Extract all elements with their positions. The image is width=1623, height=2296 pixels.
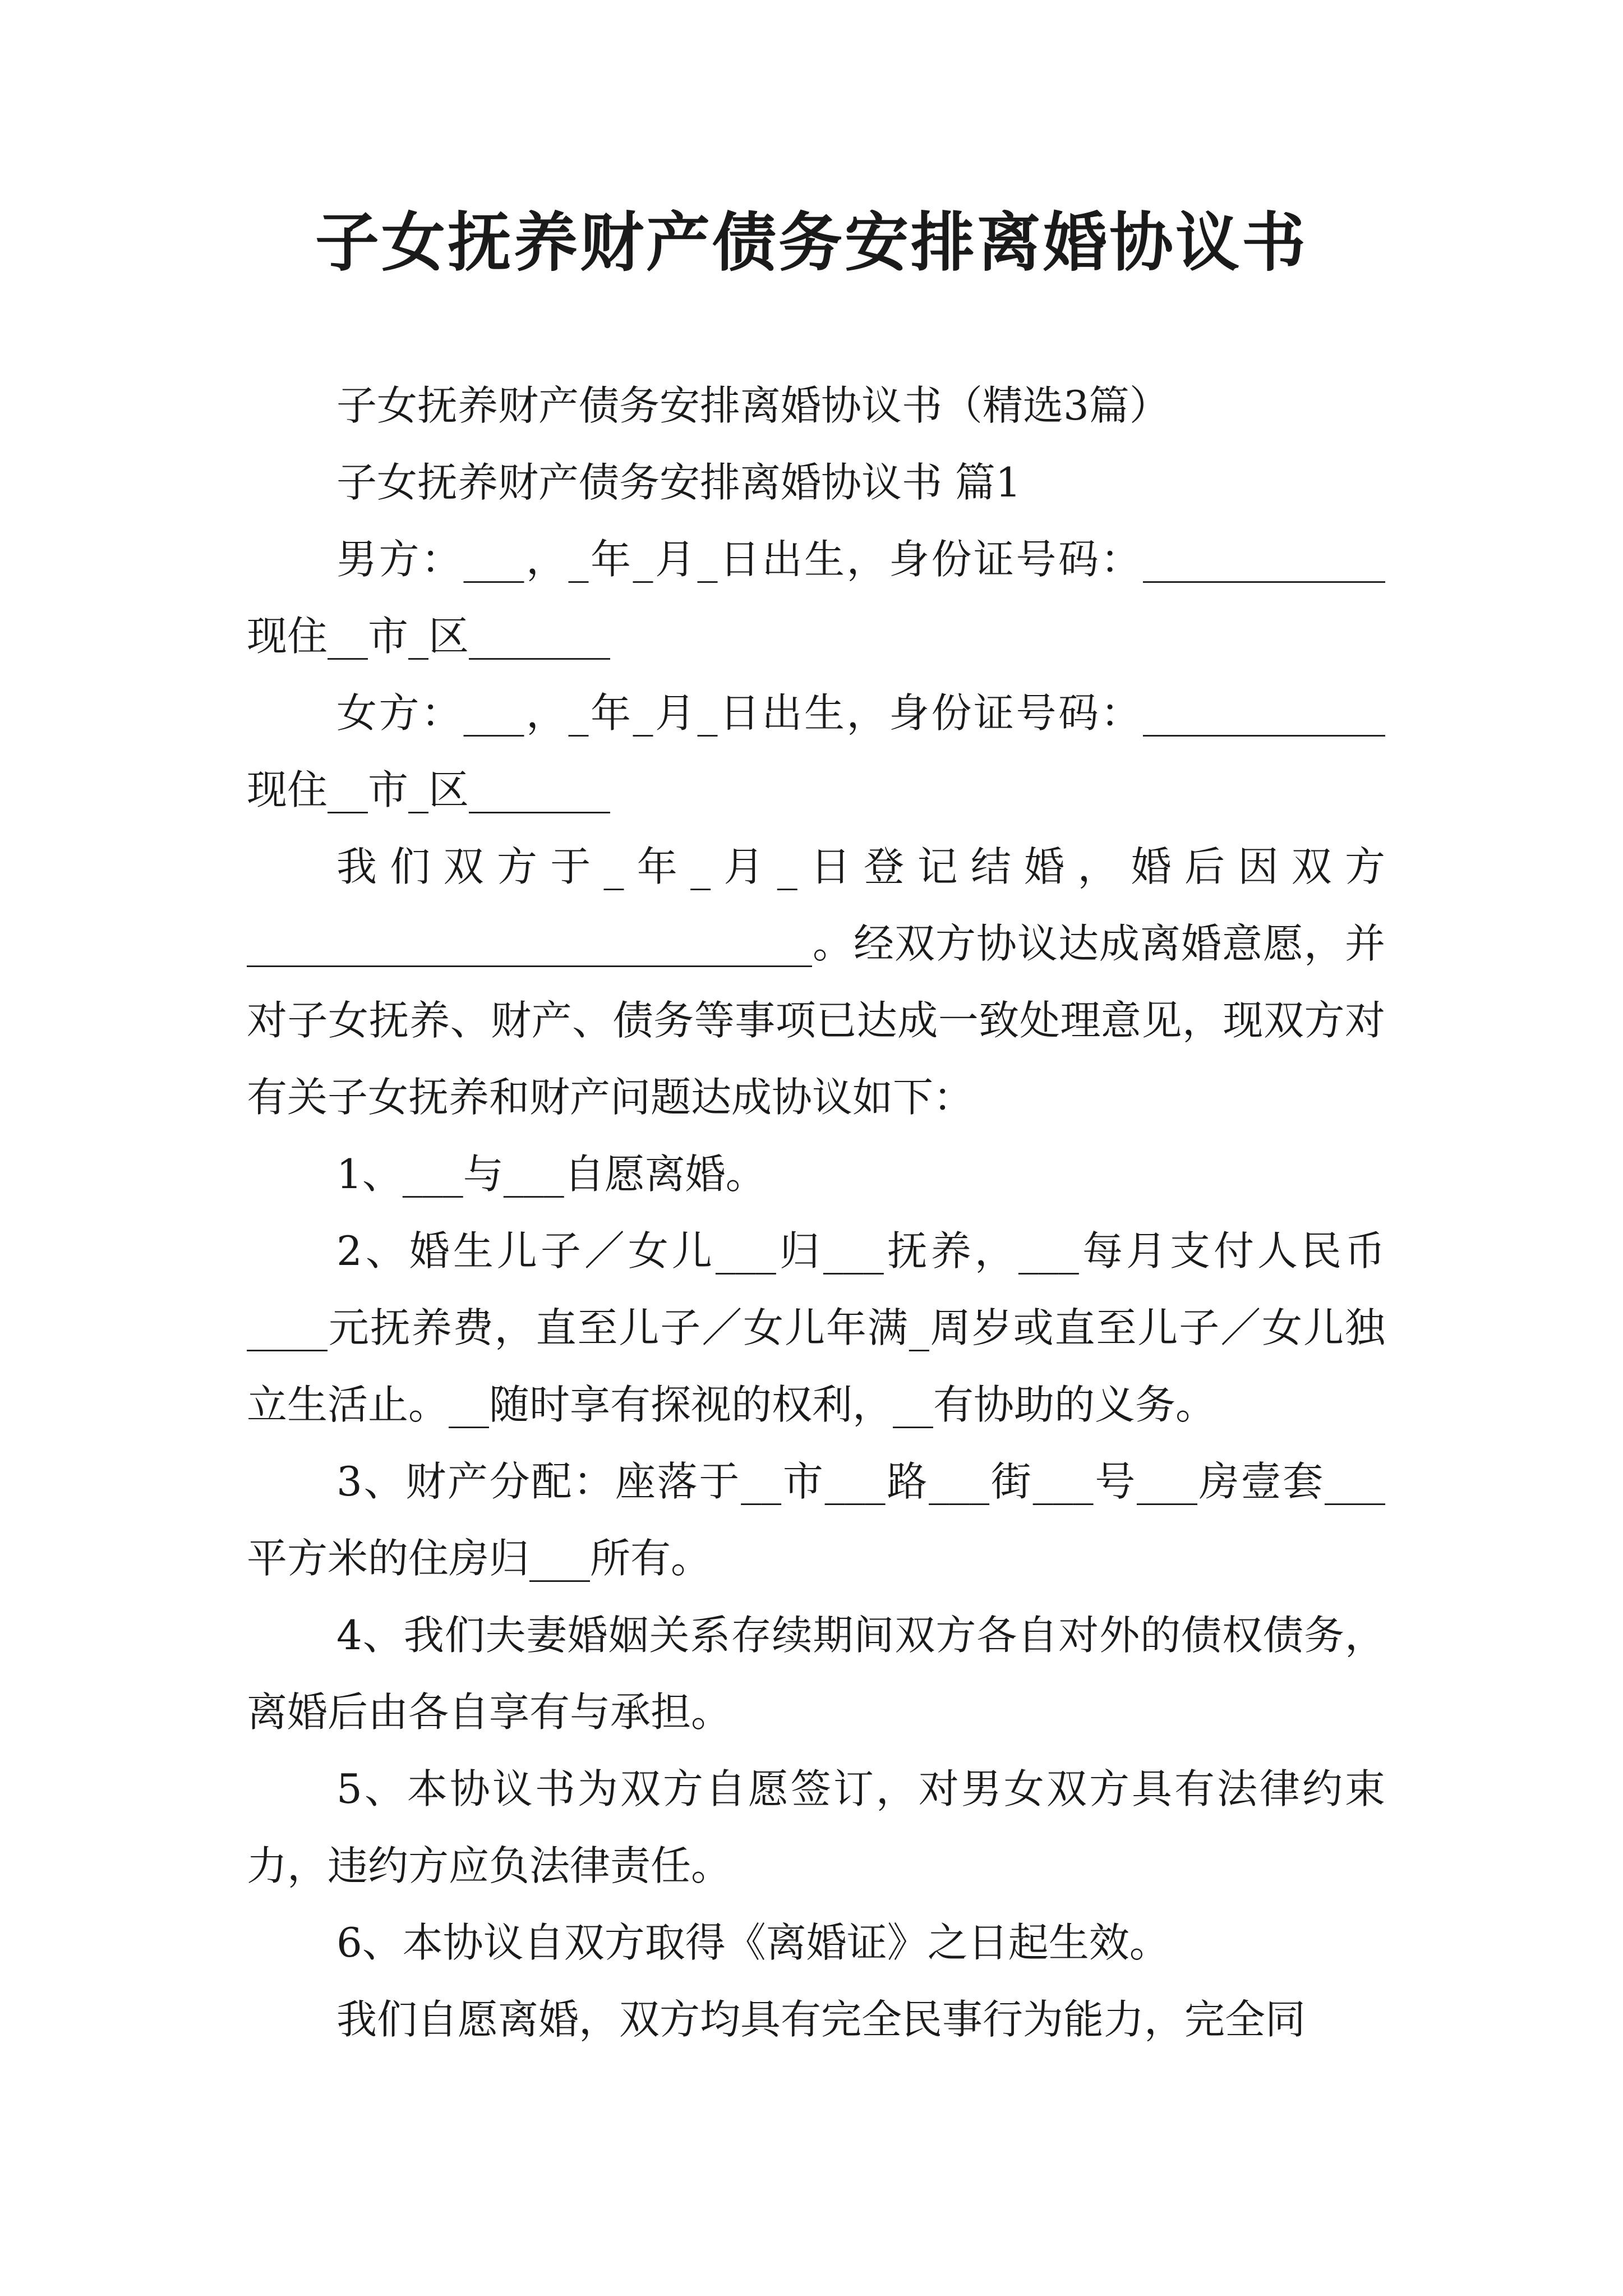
- document-title: 子女抚养财产债务安排离婚协议书: [315, 205, 1308, 280]
- party-male-paragraph: 男方：___，_年_月_日出生，身份证号码：____________现住__市_区_______: [247, 536, 1385, 660]
- clause-6-paragraph: 6、本协议自双方取得《离婚证》之日起生效。: [336, 1919, 1170, 1966]
- clause-3-paragraph: 3、财产分配：座落于__市___路___街___号___房壹套___平方米的住房归___所有。: [247, 1458, 1385, 1582]
- clause-4-paragraph: 4、我们夫妻婚姻关系存续期间双方各自对外的债权债务，离婚后由各自享有与承担。: [247, 1612, 1385, 1736]
- section-heading: 子女抚养财产债务安排离婚协议书 篇1: [336, 459, 1021, 506]
- party-female-paragraph: 女方：___，_年_月_日出生，身份证号码：____________现住__市_区_______: [247, 689, 1385, 813]
- document-body: [247, 367, 1385, 2058]
- clause-2-paragraph: 2、婚生儿子／女儿___归___抚养，___每月支付人民币____元抚养费，直至儿子／女儿年满_周岁或直至儿子／女儿独立生活止。__随时享有探视的权利，__有协助的义务。: [247, 1227, 1385, 1428]
- closing-paragraph: 我们自愿离婚，双方均具有完全民事行为能力，完全同: [336, 1996, 1306, 2043]
- marriage-statement-paragraph: 我们双方于_年_月_日登记结婚，婚后因双方____________________________。经双方协议达成离婚意愿，并对子女抚养、财产、债务等事项已达成一致处理意见，现双方对有关子女抚养和财产问题达成协议如下：: [247, 843, 1385, 1121]
- clause-5-paragraph: 5、本协议书为双方自愿签订，对男女双方具有法律约束力，违约方应负法律责任。: [247, 1765, 1385, 1889]
- subtitle-paragraph: 子女抚养财产债务安排离婚协议书（精选3篇）: [336, 382, 1170, 429]
- clause-1-paragraph: 1、___与___自愿离婚。: [336, 1151, 766, 1198]
